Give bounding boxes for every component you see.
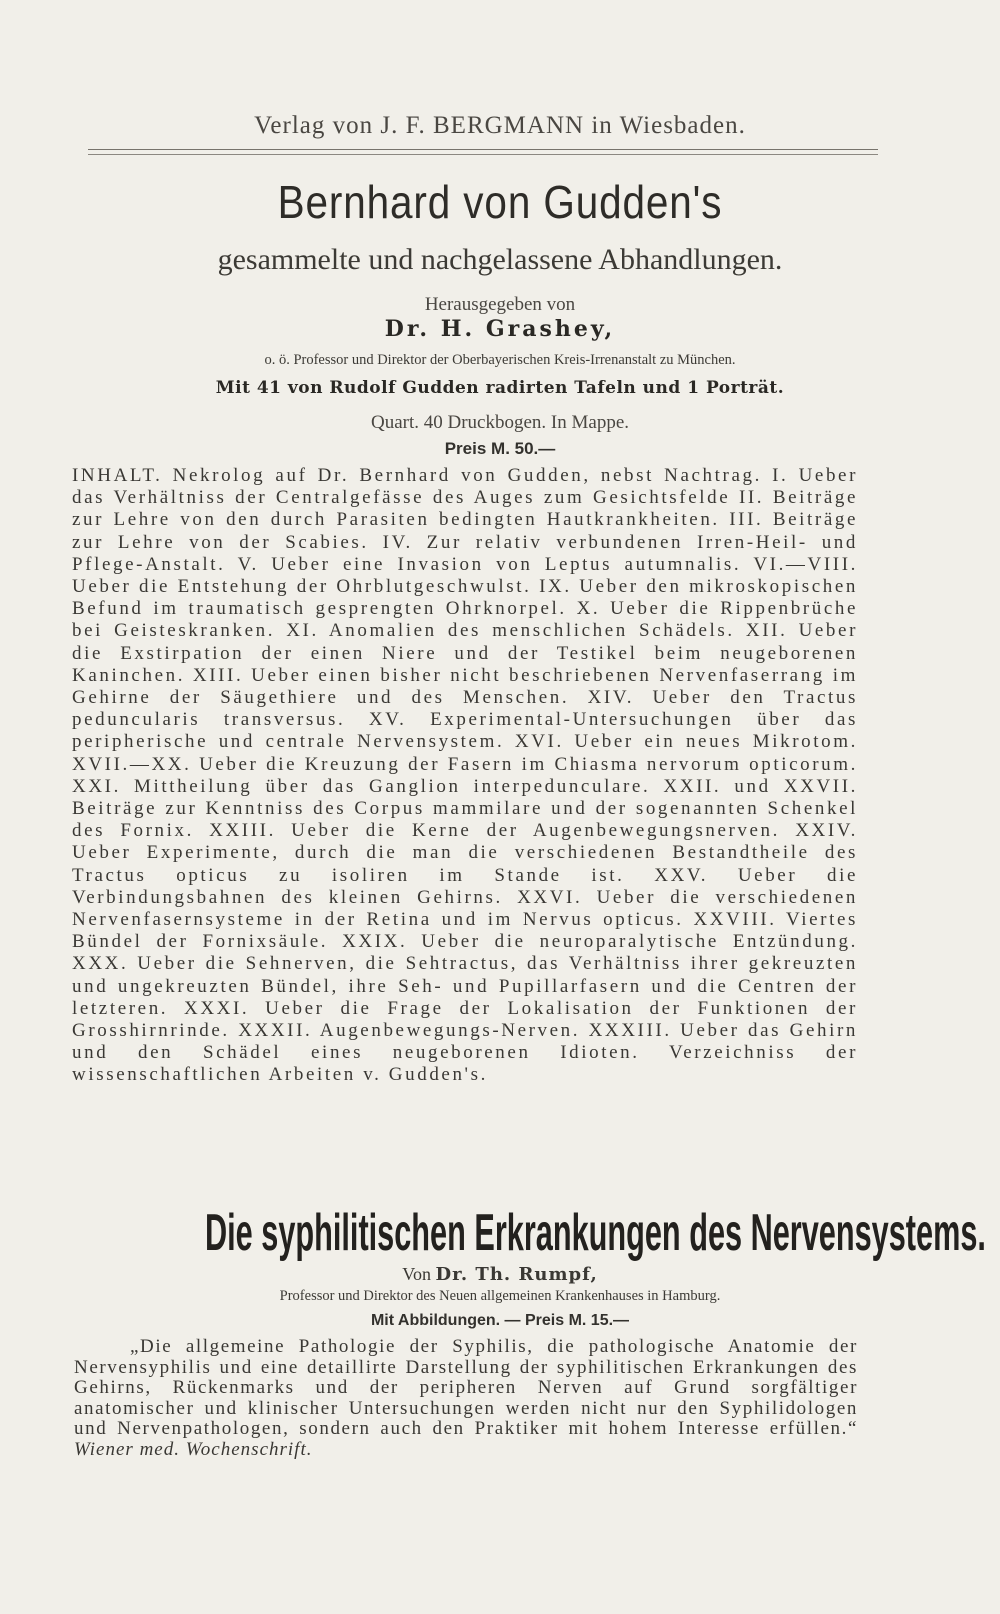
divider-rule-bottom <box>88 154 878 155</box>
book1-contents: INHALT. Nekrolog auf Dr. Bernhard von Gudden, nebst Nachtrag. I. Ueber das Verhältniss der Centralgefässe des Auges zum Gesichtsfelde II. Beiträge zur Lehre von den durch Parasiten bedingten Hautkrankheiten. III. Beiträge zur Lehre von der Scabies. IV. Zur relativ verbundenen Irren-Heil- und Pflege-Anstalt. V. Ueber eine Invasion von Leptus autumnalis. VI.—VIII. Ueber die Entstehung der Ohrblutgeschwulst. IX. Ueber den mikroskopischen Befund im traumatisch gesprengten Ohrknorpel. X. Ueber die Rippenbrüche bei Geisteskranken. XI. Anomalien des menschlichen Schädels. XII. Ueber die Exstirpation der einen Niere und der Testikel beim neugeborenen Kaninchen. XIII. Ueber einen bisher nicht beschriebenen Nervenfaserrang im Gehirne der Säugethiere und des Menschen. XIV. Ueber den Tractus peduncularis transversus. XV. Experimental-Untersuchungen über das peripherische und centrale Nervensystem. XVI. Ueber ein neues Mikrotom. XVII.—XX. Ueber die Kreuzung der Fasern im Chiasma nervorum opticorum. XXI. Mittheilung über das Ganglion interpedunculare. XXII. und XXVII. Beiträge zur Kenntniss des Corpus mammilare und der sogenannten Schenkel des Fornix. XXIII. Ueber die Kerne der Augenbewegungsnerven. XXIV. Ueber Experimente, durch die man die verschiedenen Bestandtheile des Tractus opticus zu isoliren im Stande ist. XXV. Ueber die Verbindungsbahnen des kleinen Gehirns. XXVI. Ueber die verschiedenen Nervenfasernsysteme in der Retina und im Nervus opticus. XXVIII. Viertes Bündel der Fornixsäule. XXIX. Ueber die neuroparalytische Entzündung. XXX. Ueber die Sehnerven, die Sehtractus, das Verhältniss ihrer gekreuzten und ungekreuzten Bündel, ihre Seh- und Pupillarfasern und die Centren der letzteren. XXXI. Ueber die Frage der Lokalisation der Funktionen der Grosshirnrinde. XXXII. Augenbewegungs-Nerven. XXXIII. Ueber das Gehirn und den Schädel eines neugeborenen Idioten. Verzeichniss der wissenschaftlichen Arbeiten v. Gudden's. <box>72 465 858 1086</box>
book2-author: Dr. Th. Rumpf, <box>435 1264 598 1285</box>
book1-title: Bernhard von Gudden's <box>277 176 723 228</box>
book2-review-text: „Die allgemeine Pathologie der Syphilis, die pathologische Anatomie der Nervensyphilis und eine detaillirte Darstellung der syphilitischen Erkrankungen des Gehirns, Rückenmarks und der peripheren Nerven auf Grund sorgfältiger anatomischer und klinischer Untersuchungen werden nicht nur den Syphilidologen und Nervenpathologen, sondern auch den Praktiker mit hohem Interesse erfüllen.“ <box>74 1336 858 1439</box>
book2-author-affiliation: Professor und Direktor des Neuen allgemeinen Krankenhauses in Hamburg. <box>279 1288 721 1304</box>
book1-plates: Mit 41 von Rudolf Gudden radirten Tafeln und 1 Porträt. <box>215 378 785 398</box>
book1-price: Preis M. 50.— <box>444 439 556 458</box>
book1-edited-by: Herausgegeben von <box>424 294 576 315</box>
publisher-line: Verlag von J. F. BERGMANN in Wiesbaden. <box>254 112 746 139</box>
book2-review-source: Wiener med. Wochenschrift. <box>74 1438 313 1460</box>
book2-author-line <box>0 1264 1000 1285</box>
book2-title: Die syphilitischen Erkrankungen des Nervensystems. <box>205 1204 986 1262</box>
book1-subtitle: gesammelte und nachgelassene Abhandlungen. <box>217 243 783 276</box>
book1-editor-affiliation: o. ö. Professor und Direktor der Oberbayerischen Kreis-Irrenanstalt zu München. <box>264 352 736 368</box>
book2-author-prefix: Von <box>402 1264 431 1284</box>
book2-price: Mit Abbildungen. — Preis M. 15.— <box>370 1312 630 1329</box>
divider-rule-top <box>88 149 878 150</box>
book1-editor: Dr. H. Grashey, <box>384 316 616 342</box>
book2-review <box>74 1337 858 1460</box>
book1-format: Quart. 40 Druckbogen. In Mappe. <box>370 412 629 433</box>
